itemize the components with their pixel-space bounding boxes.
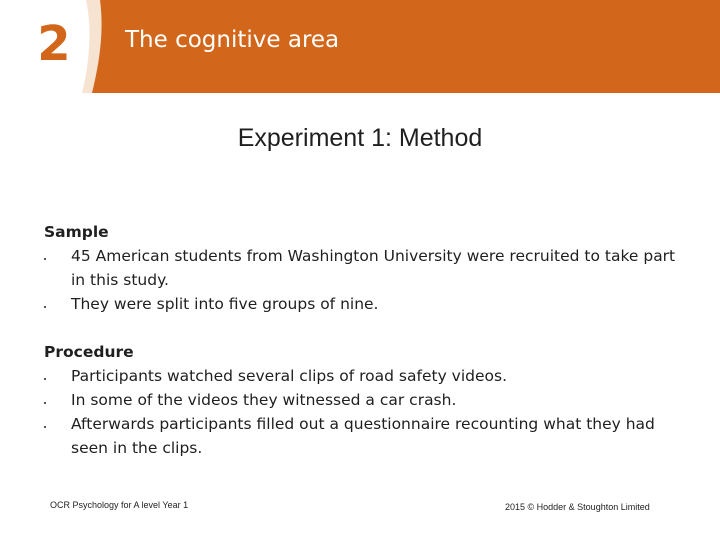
bullet-icon — [44, 426, 46, 428]
section-sample — [44, 220, 684, 316]
chapter-number: 2 — [37, 16, 71, 72]
list-item — [44, 412, 684, 460]
bullet-icon — [44, 402, 46, 404]
footer-left-text: OCR Psychology for A level Year 1 — [50, 500, 189, 510]
slide-content — [44, 220, 684, 484]
bullet-icon — [44, 378, 46, 380]
bullet-list — [44, 364, 684, 460]
slide-title: Experiment 1: Method — [237, 124, 483, 152]
list-item-text: 45 American students from Washington University were recruited to take part in this study. — [71, 247, 676, 289]
section-procedure — [44, 340, 684, 460]
list-item — [44, 388, 684, 412]
list-item-text: Afterwards participants filled out a questionnaire recounting what they had seen in the clips. — [71, 415, 655, 457]
list-item-text: Participants watched several clips of road safety videos. — [71, 367, 508, 385]
footer-copyright: 2015 © Hodder & Stoughton Limited — [505, 502, 650, 512]
header-banner — [0, 0, 720, 93]
list-item — [44, 292, 684, 316]
bullet-list — [44, 244, 684, 316]
header-title: The cognitive area — [125, 27, 340, 53]
section-heading: Procedure — [44, 343, 134, 361]
list-item — [44, 244, 684, 292]
section-heading: Sample — [44, 223, 109, 241]
list-item — [44, 364, 684, 388]
bullet-icon — [44, 306, 46, 308]
list-item-text: In some of the videos they witnessed a car crash. — [71, 391, 457, 409]
bullet-icon — [44, 258, 46, 260]
list-item-text: They were split into five groups of nine. — [71, 295, 379, 313]
